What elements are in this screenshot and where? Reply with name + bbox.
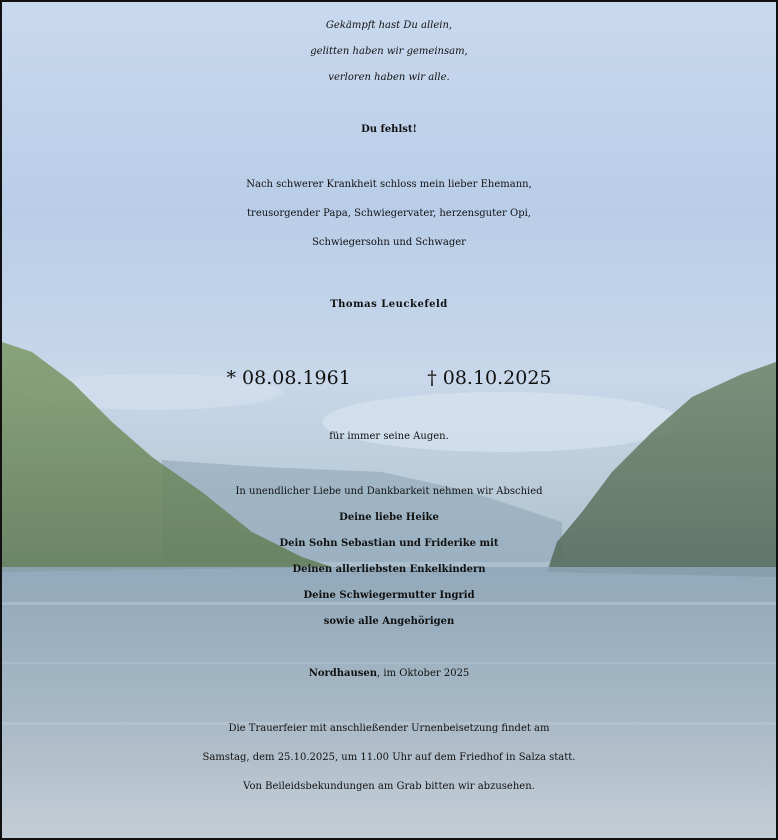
- intro-line-3: Schwiegersohn und Schwager: [312, 237, 466, 248]
- quote-line-1: Gekämpft hast Du allein,: [325, 20, 453, 31]
- mourner-line: sowie alle Angehörigen: [323, 616, 455, 627]
- mourner-line: Deinen allerliebsten Enkelkindern: [292, 564, 486, 575]
- closing-line: für immer seine Augen.: [329, 431, 449, 442]
- mourner-line: Dein Sohn Sebastian und Friderike mit: [279, 538, 499, 549]
- obituary-text: [2, 2, 776, 838]
- place-date-text: , im Oktober 2025: [377, 668, 470, 679]
- mourner-line: Deine Schwiegermutter Ingrid: [303, 590, 475, 601]
- quote-line-3: verloren haben wir alle.: [328, 72, 450, 83]
- ceremony-line-3: Von Beileidsbekundungen am Grab bitten wir abzusehen.: [243, 781, 535, 792]
- death-date: † 08.10.2025: [427, 367, 552, 389]
- farewell-line: In unendlicher Liebe und Dankbarkeit nehmen wir Abschied: [235, 486, 543, 497]
- intro-line-2: treusorgender Papa, Schwiegervater, herzensguter Opi,: [247, 208, 531, 219]
- deceased-name: Thomas Leuckefeld: [330, 299, 448, 310]
- quote-line-2: gelitten haben wir gemeinsam,: [310, 46, 468, 57]
- life-dates: [2, 367, 776, 389]
- heading: Du fehlst!: [361, 124, 417, 135]
- intro-line-1: Nach schwerer Krankheit schloss mein lieber Ehemann,: [246, 179, 532, 190]
- mourner-line: Deine liebe Heike: [339, 512, 439, 523]
- ceremony-line-2: Samstag, dem 25.10.2025, um 11.00 Uhr auf dem Friedhof in Salza statt.: [202, 752, 576, 763]
- place: Nordhausen: [308, 668, 378, 679]
- ceremony-line-1: Die Trauerfeier mit anschließender Urnenbeisetzung findet am: [228, 723, 550, 734]
- place-date: [2, 668, 776, 679]
- birth-date: * 08.08.1961: [226, 367, 351, 389]
